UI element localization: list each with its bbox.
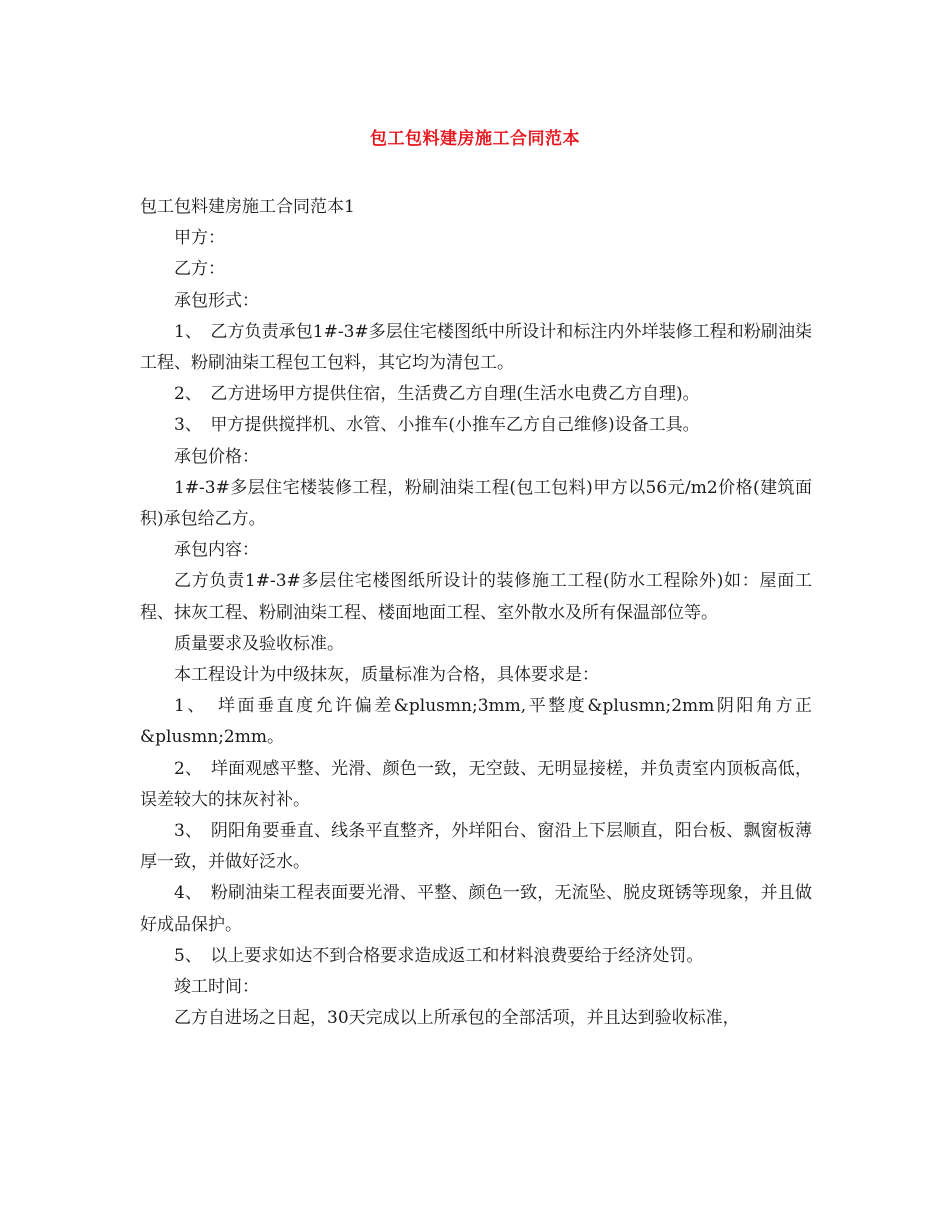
paragraph: 1、 垟面垂直度允许偏差&plusmn;3mm,平整度&plusmn;2mm阴阳角方正&plusmn;2mm。 [140, 696, 812, 748]
paragraph: 承包形式： [174, 290, 259, 311]
paragraph: 竣工时间： [174, 977, 259, 998]
paragraph: 乙方负责1#-3#多层住宅楼图纸所设计的装修施工工程(防水工程除外)如：屋面工程、抹灰工程、粉刷油柒工程、楼面地面工程、室外散水及所有保温部位等。 [140, 571, 812, 623]
paragraph: 3、 阴阳角要垂直、线条平直整齐，外垟阳台、窗沿上下层顺直，阳台板、飘窗板薄厚一致，并做好泛水。 [140, 821, 812, 873]
paragraph: 承包内容： [174, 540, 259, 561]
paragraph: 质量要求及验收标准。 [174, 633, 344, 654]
paragraph: 乙方： [174, 259, 225, 280]
document-title: 包工包料建房施工合同范本 [370, 129, 580, 149]
paragraph: 3、 甲方提供搅拌机、水管、小推车(小推车乙方自己维修)设备工具。 [174, 415, 700, 436]
paragraph: 1、 乙方负责承包1#-3#多层住宅楼图纸中所设计和标注内外垟装修工程和粉刷油柒工程、粉刷油柒工程包工包料，其它均为清包工。 [140, 321, 812, 374]
paragraph: 包工包料建房施工合同范本1 [140, 197, 355, 217]
paragraph: 甲方： [174, 228, 225, 249]
paragraph: 承包价格： [174, 446, 259, 467]
document-body [140, 192, 812, 1034]
paragraph: 1#-3#多层住宅楼装修工程，粉刷油柒工程(包工包料)甲方以56元/m2价格(建筑面积)承包给乙方。 [140, 477, 812, 530]
paragraph: 本工程设计为中级抹灰，质量标准为合格，具体要求是： [174, 665, 599, 686]
paragraph: 5、 以上要求如达不到合格要求造成返工和材料浪费要给于经济处罚。 [174, 945, 704, 966]
paragraph: 4、 粉刷油柒工程表面要光滑、平整、颜色一致，无流坠、脱皮斑锈等现象，并且做好成品保护。 [140, 883, 812, 935]
paragraph: 2、 乙方进场甲方提供住宿，生活费乙方自理(生活水电费乙方自理)。 [174, 384, 700, 405]
paragraph: 2、 垟面观感平整、光滑、颜色一致，无空鼓、无明显接槎，并负责室内顶板高低，误差较大的抹灰衬补。 [140, 758, 812, 810]
paragraph: 乙方自进场之日起，30天完成以上所承包的全部活项，并且达到验收标准， [174, 1008, 740, 1029]
